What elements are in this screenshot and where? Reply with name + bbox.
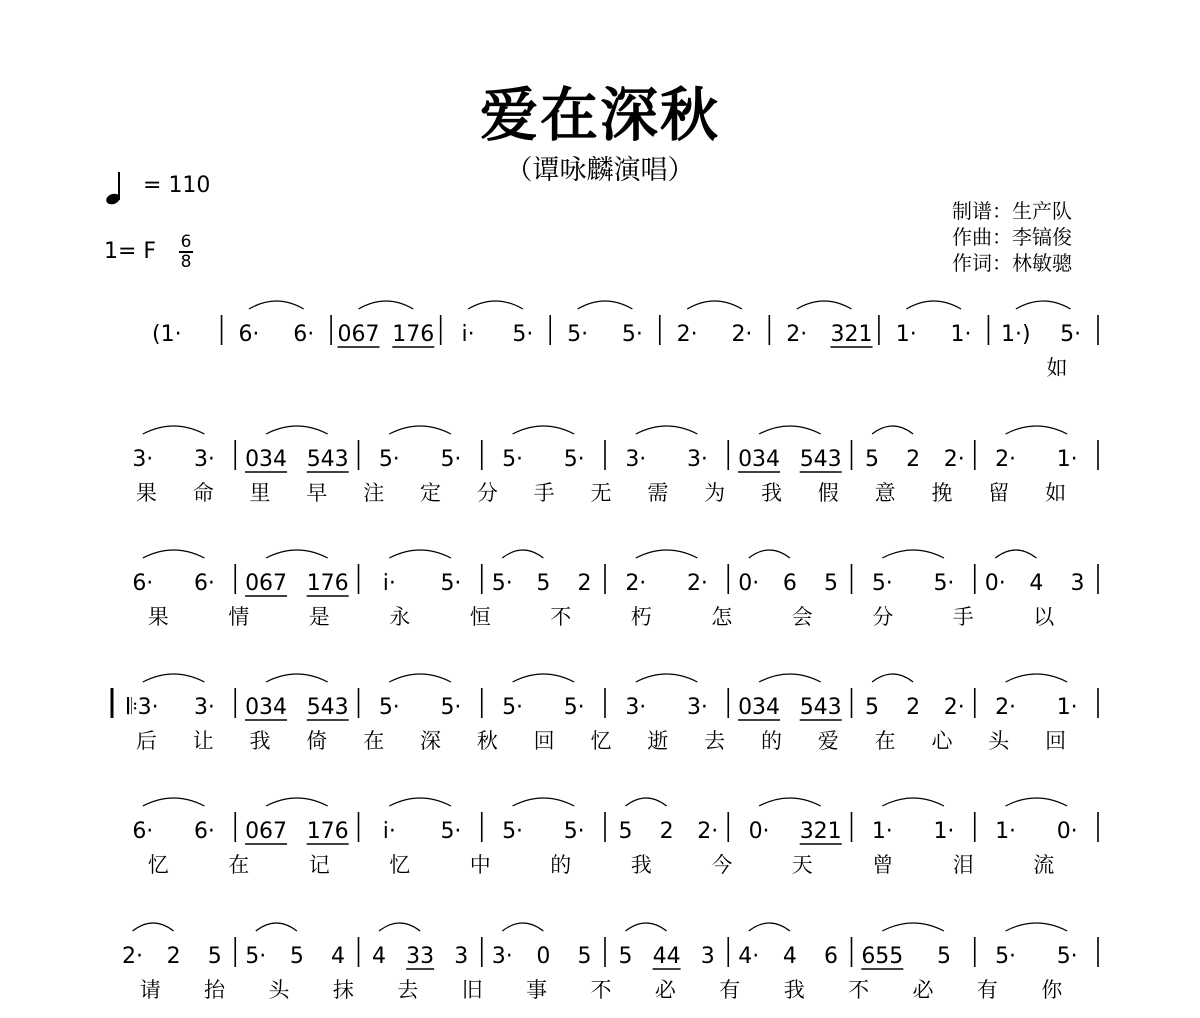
tie-arc xyxy=(995,550,1036,558)
time-sig-top: 6 xyxy=(180,232,192,252)
tie-arc xyxy=(359,301,414,309)
note-group: i· xyxy=(382,571,396,596)
lyric-char: 曾 xyxy=(872,853,894,877)
credit-lyricist: 作词：林敏骢 xyxy=(952,251,1072,275)
lyric-char: 情 xyxy=(228,605,250,629)
note-group: 6· xyxy=(193,571,215,596)
tie-arc xyxy=(266,798,328,806)
tie-arc xyxy=(797,301,852,309)
tie-arc xyxy=(513,798,575,806)
tie-arc xyxy=(256,923,297,931)
lyric-char: 分 xyxy=(872,605,894,629)
lyric-char: 深 xyxy=(420,729,442,753)
lyric-char: 泪 xyxy=(952,853,974,877)
tie-arc xyxy=(882,798,944,806)
tie-arc xyxy=(578,301,633,309)
note-group: 0· xyxy=(1056,819,1078,844)
tie-arc xyxy=(266,674,328,682)
note-group: 5· xyxy=(491,571,513,596)
lyric-char: 如 xyxy=(1045,481,1067,505)
note-group: 5 xyxy=(536,571,551,596)
tie-arc xyxy=(687,301,742,309)
lyric-char: 的 xyxy=(760,729,782,753)
note-group: 5 xyxy=(618,819,633,844)
note-group: 2· xyxy=(995,447,1017,472)
lyric-char: 无 xyxy=(590,481,612,505)
tie-arc xyxy=(143,550,205,558)
lyric-char: 我 xyxy=(760,481,782,505)
tie-arc xyxy=(143,674,205,682)
lyric-char: 定 xyxy=(420,481,442,505)
note-group: i· xyxy=(461,322,475,347)
note-group: 2· xyxy=(943,695,965,720)
lyric-char: 回 xyxy=(533,729,555,753)
note-group: 321 xyxy=(799,819,842,844)
note-group: 5 xyxy=(618,944,633,969)
note-group: 4 xyxy=(782,944,797,969)
note-group: 5 xyxy=(823,571,838,596)
note-group: 4 xyxy=(1029,571,1044,596)
tie-arc xyxy=(389,550,451,558)
note-group: 2· xyxy=(731,322,753,347)
score-row xyxy=(112,426,1098,505)
tie-arc xyxy=(759,426,821,434)
lyric-char: 早 xyxy=(306,481,328,505)
lyric-char: 永 xyxy=(389,605,411,629)
note-group: 5· xyxy=(995,944,1017,969)
note-group: 1· xyxy=(950,322,972,347)
note-group: 3 xyxy=(700,944,715,969)
tie-arc xyxy=(636,674,698,682)
tie-arc xyxy=(626,923,667,931)
tie-arc xyxy=(266,426,328,434)
tie-arc xyxy=(872,674,913,682)
note-group: 543 xyxy=(799,695,842,720)
note-group: 176 xyxy=(306,819,349,844)
note-group: 2 xyxy=(577,571,592,596)
lyric-char: 必 xyxy=(912,978,934,1002)
lyric-char: 天 xyxy=(791,853,813,877)
note-group: 3· xyxy=(193,695,215,720)
note-group: 5· xyxy=(378,447,400,472)
lyric-char: 假 xyxy=(817,481,839,505)
note-group: 321 xyxy=(830,322,873,347)
note-group: 44 xyxy=(652,944,681,969)
note-group: 5· xyxy=(1056,944,1078,969)
lyric-char: 中 xyxy=(469,853,491,877)
note-group: 5· xyxy=(563,447,585,472)
note-group: 5 xyxy=(865,695,880,720)
lyric-char: 秋 xyxy=(476,729,498,753)
lyric-char: 我 xyxy=(630,853,652,877)
tie-arc xyxy=(1006,426,1068,434)
note-group: 1· xyxy=(1056,447,1078,472)
note-group: 0· xyxy=(738,571,760,596)
lyric-char: 手 xyxy=(533,481,555,505)
note-group: 6· xyxy=(193,819,215,844)
credit-arranger: 制谱：生产队 xyxy=(952,199,1072,223)
lyric-char: 我 xyxy=(249,729,271,753)
note-group: 1· xyxy=(895,322,917,347)
lyric-char: 去 xyxy=(704,729,726,753)
tie-arc xyxy=(266,550,328,558)
note-group: 2 xyxy=(906,447,921,472)
note-group: 2· xyxy=(122,944,144,969)
note-group: 6· xyxy=(132,571,154,596)
note-group: 0· xyxy=(748,819,770,844)
song-title: 爱在深秋 xyxy=(479,81,720,149)
lyric-char: 不 xyxy=(848,978,870,1002)
note-group: 1·) xyxy=(1001,322,1031,347)
lyric-char: 手 xyxy=(952,605,974,629)
note-group: 1· xyxy=(1056,695,1078,720)
note-group: 6· xyxy=(238,322,260,347)
lyric-char: 头 xyxy=(988,729,1010,753)
tie-arc xyxy=(379,923,420,931)
lyric-char: 在 xyxy=(228,853,250,877)
note-group: 034 xyxy=(245,447,288,472)
tie-arc xyxy=(906,301,961,309)
note-group: 5· xyxy=(563,695,585,720)
note-group: 543 xyxy=(306,447,349,472)
lyric-char: 去 xyxy=(397,978,419,1002)
lyric-char: 果 xyxy=(135,481,157,505)
note-group: 034 xyxy=(245,695,288,720)
lyric-char: 倚 xyxy=(306,729,328,753)
key-label: 1= F xyxy=(104,239,157,265)
note-group: 2· xyxy=(697,819,719,844)
note-group: 4 xyxy=(330,944,345,969)
lyric-char: 忆 xyxy=(389,853,411,877)
note-group: 0 xyxy=(536,944,551,969)
tie-arc xyxy=(468,301,523,309)
lyric-char: 事 xyxy=(526,978,548,1002)
note-group: 5 xyxy=(207,944,222,969)
note-group: 5· xyxy=(871,571,893,596)
note-group: i· xyxy=(382,819,396,844)
tie-arc xyxy=(502,550,543,558)
lyric-char: 让 xyxy=(192,729,214,753)
tie-arc xyxy=(636,426,698,434)
tie-arc xyxy=(143,798,205,806)
note-group: 6· xyxy=(132,819,154,844)
note-group: 6 xyxy=(782,571,797,596)
note-group: 5· xyxy=(502,447,524,472)
lyric-char: 抹 xyxy=(332,978,354,1002)
tie-arc xyxy=(636,550,698,558)
lyric-char: 果 xyxy=(147,605,169,629)
lyric-char: 今 xyxy=(711,853,733,877)
note-group: 3· xyxy=(625,695,647,720)
lyric-char: 怎 xyxy=(711,605,733,629)
tie-arc xyxy=(1006,674,1068,682)
lyric-char: 流 xyxy=(1033,853,1055,877)
lyric-char: 为 xyxy=(704,481,726,505)
note-group: 3 xyxy=(454,944,469,969)
tie-arc xyxy=(626,798,667,806)
note-group: 5· xyxy=(512,322,534,347)
lyric-char: 挽 xyxy=(931,481,953,505)
score-row xyxy=(112,798,1098,877)
lyric-char: 分 xyxy=(476,481,498,505)
note-group: 5· xyxy=(440,447,462,472)
note-group: 5 xyxy=(577,944,592,969)
tie-arc xyxy=(389,426,451,434)
lyric-char: 朽 xyxy=(630,605,652,629)
note-group: 5· xyxy=(245,944,267,969)
note-group: 067 xyxy=(337,322,380,347)
note-group: 543 xyxy=(799,447,842,472)
note-group: 3· xyxy=(686,695,708,720)
note-group: 5· xyxy=(502,695,524,720)
lyric-char: 意 xyxy=(874,481,896,505)
note-group: 067 xyxy=(245,819,288,844)
note-group: 3· xyxy=(193,447,215,472)
tempo-equals: = xyxy=(143,173,162,198)
tie-arc xyxy=(759,798,821,806)
lyric-char: 的 xyxy=(550,853,572,877)
tie-arc xyxy=(759,674,821,682)
lyric-char: 以 xyxy=(1033,605,1055,629)
lyric-char: 是 xyxy=(308,605,330,629)
note-group: 3· xyxy=(491,944,513,969)
note-group: 2 xyxy=(659,819,674,844)
note-group: 6 xyxy=(823,944,838,969)
score-row xyxy=(112,550,1098,629)
lyric-char: 如 xyxy=(1046,356,1068,380)
note-group: 5· xyxy=(502,819,524,844)
note-group: 2· xyxy=(786,322,808,347)
lyric-char: 旧 xyxy=(461,978,483,1002)
lyric-char: 会 xyxy=(791,605,813,629)
credit-composer: 作曲：李镐俊 xyxy=(952,225,1072,249)
tie-arc xyxy=(882,923,944,931)
tie-arc xyxy=(389,798,451,806)
lyric-char: 抬 xyxy=(204,978,226,1002)
note-group: 1· xyxy=(871,819,893,844)
lyric-char: 有 xyxy=(719,978,741,1002)
lyric-char: 忆 xyxy=(590,729,612,753)
tie-arc xyxy=(133,923,174,931)
note-group: 5· xyxy=(440,819,462,844)
note-group: 2· xyxy=(943,447,965,472)
note-group: 1· xyxy=(933,819,955,844)
tie-arc xyxy=(513,674,575,682)
note-group: 3 xyxy=(1070,571,1085,596)
note-group: 1· xyxy=(995,819,1017,844)
lyric-char: 在 xyxy=(874,729,896,753)
note-group: 5· xyxy=(563,819,585,844)
lyric-char: 留 xyxy=(988,481,1010,505)
tie-arc xyxy=(749,923,790,931)
lyric-char: 忆 xyxy=(147,853,169,877)
note-group: 543 xyxy=(306,695,349,720)
note-group: 5 xyxy=(936,944,951,969)
tie-arc xyxy=(882,550,944,558)
lyric-char: 在 xyxy=(363,729,385,753)
lyric-char: 记 xyxy=(308,853,330,877)
lyric-char: 注 xyxy=(363,481,385,505)
tie-arc xyxy=(1006,923,1068,931)
note-group: 33 xyxy=(406,944,435,969)
lyric-char: 逝 xyxy=(647,729,669,753)
note-group: 2· xyxy=(625,571,647,596)
note-group: (1· xyxy=(151,322,182,347)
lyric-char: 有 xyxy=(976,978,998,1002)
note-group: 3· xyxy=(686,447,708,472)
note-group: 5· xyxy=(621,322,643,347)
note-group: 655 xyxy=(861,944,904,969)
note-group: 5· xyxy=(933,571,955,596)
tie-arc xyxy=(749,550,790,558)
note-group: 5· xyxy=(440,695,462,720)
lyric-char: 不 xyxy=(550,605,572,629)
lyric-char: 命 xyxy=(192,481,214,505)
note-group: 2 xyxy=(906,695,921,720)
note-group: 176 xyxy=(392,322,435,347)
lyric-char: 爱 xyxy=(817,729,839,753)
lyric-char: 恒 xyxy=(469,605,491,629)
note-group: 176 xyxy=(306,571,349,596)
lyric-char: 不 xyxy=(590,978,612,1002)
note-group: 𝄆3· xyxy=(126,695,159,720)
lyric-char: 你 xyxy=(1041,978,1063,1002)
note-group: 2· xyxy=(995,695,1017,720)
note-group: 034 xyxy=(738,695,781,720)
note-group: 4· xyxy=(738,944,760,969)
note-group: 3· xyxy=(132,447,154,472)
lyric-char: 需 xyxy=(647,481,669,505)
note-group: 2· xyxy=(676,322,698,347)
note-group: 2· xyxy=(686,571,708,596)
tie-arc xyxy=(1006,798,1068,806)
lyric-char: 回 xyxy=(1045,729,1067,753)
tie-arc xyxy=(502,923,543,931)
lyric-char: 心 xyxy=(931,729,953,753)
lyric-char: 必 xyxy=(654,978,676,1002)
note-group: 5 xyxy=(865,447,880,472)
note-group: 2 xyxy=(166,944,181,969)
note-group: 034 xyxy=(738,447,781,472)
note-group: 3· xyxy=(625,447,647,472)
note-group: 6· xyxy=(293,322,315,347)
note-group: 0· xyxy=(984,571,1006,596)
time-sig-bottom: 8 xyxy=(180,251,192,272)
tie-arc xyxy=(513,426,575,434)
tempo-bpm: 110 xyxy=(168,173,211,198)
lyric-char: 后 xyxy=(135,729,157,753)
score-row xyxy=(112,923,1098,1002)
tie-arc xyxy=(1016,301,1071,309)
lyric-char: 请 xyxy=(139,978,161,1002)
lyric-char: 我 xyxy=(783,978,805,1002)
tie-arc xyxy=(249,301,304,309)
note-group: 5· xyxy=(1060,322,1082,347)
lyric-char: 里 xyxy=(249,481,271,505)
note-group: 4 xyxy=(372,944,387,969)
score-row xyxy=(112,674,1098,753)
tie-arc xyxy=(872,426,913,434)
note-group: 5· xyxy=(567,322,589,347)
note-group: 5· xyxy=(378,695,400,720)
note-group: 5· xyxy=(440,571,462,596)
score-row xyxy=(112,301,1098,380)
song-subtitle: （谭咏麟演唱） xyxy=(505,155,695,186)
note-group: 5 xyxy=(289,944,304,969)
tie-arc xyxy=(389,674,451,682)
note-group: 067 xyxy=(245,571,288,596)
tie-arc xyxy=(143,426,205,434)
lyric-char: 头 xyxy=(268,978,290,1002)
